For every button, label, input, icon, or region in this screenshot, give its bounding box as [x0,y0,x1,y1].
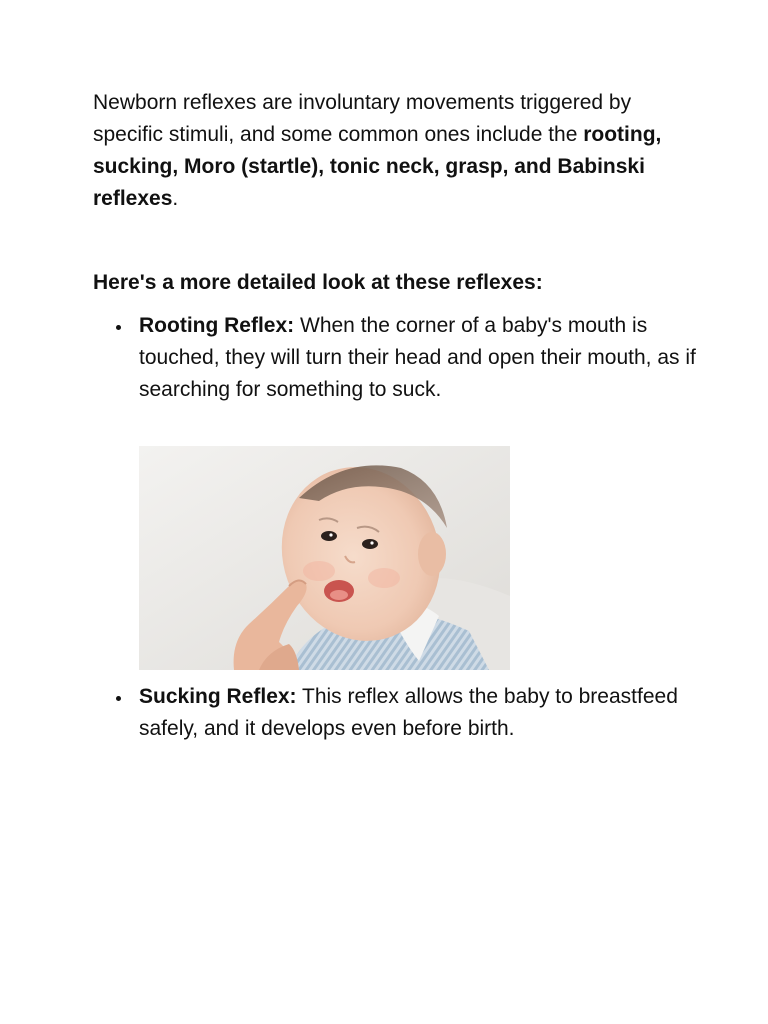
intro-paragraph [93,87,693,215]
list-item-rooting-reflex [139,310,699,406]
intro-reflex-list: rooting, sucking, Moro (startle), tonic neck, grasp, and Babinski reflexes [93,123,662,210]
intro-text: Newborn reflexes are involuntary movements triggered by specific stimuli, and some common ones include the [93,91,632,146]
reflex-term: Sucking Reflex: [139,685,297,708]
section-heading: Here's a more detailed look at these reflexes: [93,271,543,294]
bullet-icon [116,696,121,701]
reflex-term: Rooting Reflex: [139,314,295,337]
reflex-description: This reflex allows the baby to breastfeed safely, and it develops even before birth. [139,685,678,740]
list-item-sucking-reflex [139,681,699,745]
reflex-description: When the corner of a baby's mouth is touched, they will turn their head and open their mouth, as if searching for something to suck. [139,314,696,401]
bullet-icon [116,325,121,330]
intro-period: . [172,187,179,210]
baby-rooting-photo [139,446,510,670]
